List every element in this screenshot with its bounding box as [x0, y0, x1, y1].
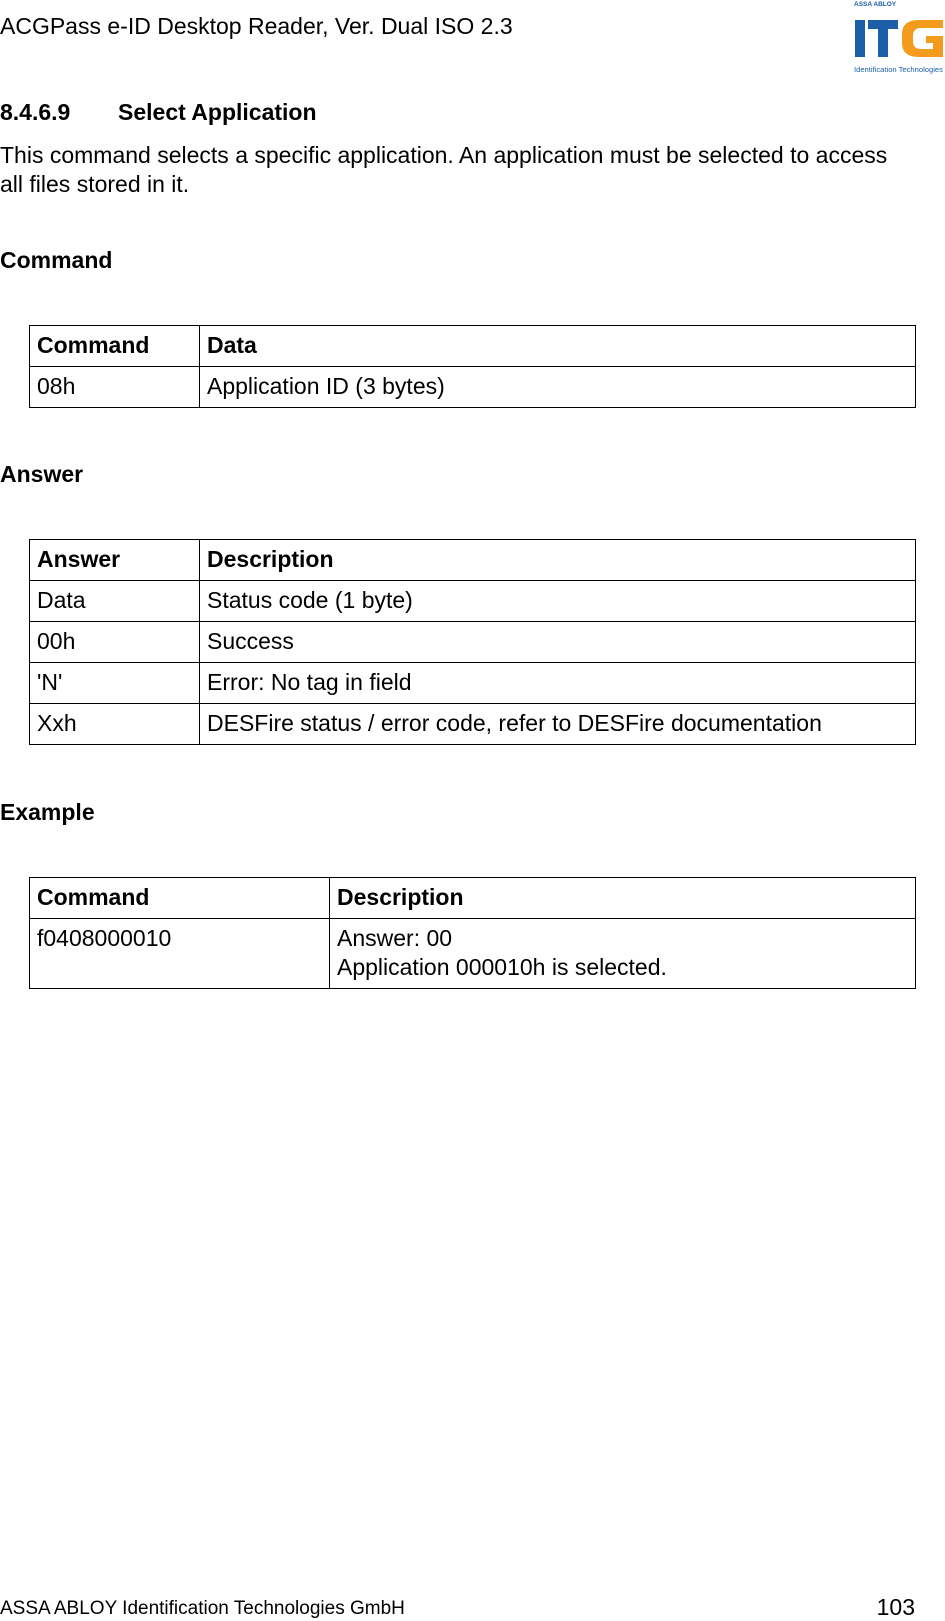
table-cell: DESFire status / error code, refer to DESFire documentation — [200, 704, 916, 745]
table-cell — [330, 919, 916, 989]
logo-top-text: ASSA ABLOY — [854, 1, 897, 8]
document-header-title: ACGPass e-ID Desktop Reader, Ver. Dual ISO 2.3 — [0, 13, 513, 39]
example-table — [29, 877, 916, 989]
intro-paragraph: This command selects a specific application. An application must be selected to access all files stored in it. — [0, 142, 888, 197]
assa-abloy-itg-logo — [853, 0, 945, 80]
cell-line: Answer: 00 — [337, 925, 453, 951]
command-heading: Command — [0, 247, 113, 273]
table-row — [30, 704, 916, 745]
table-cell: Application ID (3 bytes) — [200, 367, 916, 408]
table-cell: Data — [30, 581, 200, 622]
table-cell: Success — [200, 622, 916, 663]
table-row — [30, 919, 916, 989]
column-header: Description — [200, 540, 916, 581]
table-cell: 'N' — [30, 663, 200, 704]
table-header-row — [30, 326, 916, 367]
section-title: Select Application — [118, 99, 317, 125]
footer-company: ASSA ABLOY Identification Technologies GmbH — [0, 1598, 405, 1619]
page-number: 103 — [876, 1594, 915, 1620]
example-heading: Example — [0, 799, 95, 825]
table-cell: f0408000010 — [30, 919, 330, 989]
section-heading — [0, 98, 317, 126]
table-cell: 00h — [30, 622, 200, 663]
answer-table — [29, 539, 916, 745]
column-header: Command — [30, 326, 200, 367]
column-header: Description — [330, 878, 916, 919]
command-table — [29, 325, 916, 408]
logo-tagline: Identification Technologies — [854, 65, 943, 74]
column-header: Data — [200, 326, 916, 367]
table-cell: Status code (1 byte) — [200, 581, 916, 622]
answer-heading: Answer — [0, 461, 84, 487]
table-cell: Error: No tag in field — [200, 663, 916, 704]
table-row — [30, 367, 916, 408]
table-header-row — [30, 540, 916, 581]
column-header: Command — [30, 878, 330, 919]
table-row — [30, 663, 916, 704]
table-cell: Xxh — [30, 704, 200, 745]
table-row — [30, 622, 916, 663]
table-cell: 08h — [30, 367, 200, 408]
cell-line: Application 000010h is selected. — [337, 954, 667, 980]
column-header: Answer — [30, 540, 200, 581]
table-header-row — [30, 878, 916, 919]
table-row — [30, 581, 916, 622]
section-number: 8.4.6.9 — [0, 99, 71, 125]
